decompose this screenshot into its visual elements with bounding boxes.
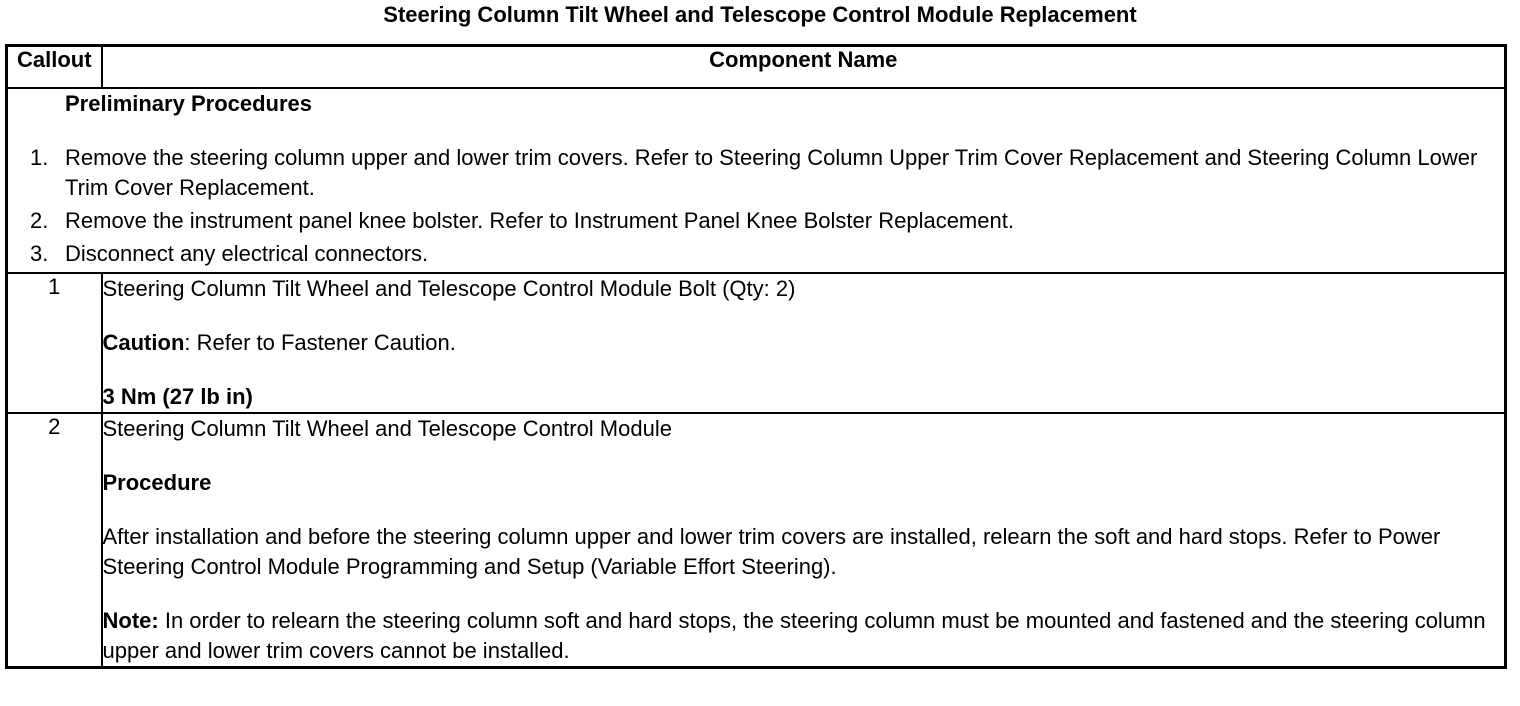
header-row [7, 46, 1506, 89]
step-number: 3. [30, 241, 49, 266]
procedure-heading: Procedure [102, 470, 212, 495]
component-name: Steering Column Tilt Wheel and Telescope Control Module [102, 416, 672, 441]
note-label: Note: [102, 608, 159, 633]
preliminary-step [8, 206, 1504, 236]
component-name: Steering Column Tilt Wheel and Telescope Control Module Bolt (Qty: 2) [102, 276, 796, 301]
step-number: 2. [30, 208, 49, 233]
callout-number: 2 [7, 413, 102, 668]
caution-line [103, 328, 1505, 358]
page-title: Steering Column Tilt Wheel and Telescope Control Module Replacement [383, 2, 1137, 27]
component-cell [102, 273, 1506, 413]
component-name-header: Component Name [102, 46, 1506, 89]
step-text: Remove the steering column upper and lower trim covers. Refer to Steering Column Upper Trim Cover Replacement and Steering Column Lower Trim Cover Replacement. [65, 145, 1478, 200]
component-table [5, 44, 1507, 669]
preliminary-heading: Preliminary Procedures [65, 91, 313, 116]
procedure-text: After installation and before the steering column upper and lower trim covers are installed, relearn the soft and hard stops. Refer to Power Steering Control Module Programming and Setup (Variable Effort Steering). [102, 524, 1441, 579]
caution-text: : Refer to Fastener Caution. [184, 330, 456, 355]
preliminary-cell [7, 88, 1506, 273]
step-text: Remove the instrument panel knee bolster. Refer to Instrument Panel Knee Bolster Replacement. [65, 208, 1014, 233]
torque-spec: 3 Nm (27 lb in) [102, 384, 253, 409]
table-row [7, 273, 1506, 413]
step-text: Disconnect any electrical connectors. [65, 241, 429, 266]
callout-number: 1 [7, 273, 102, 413]
table-row [7, 413, 1506, 668]
caution-label: Caution [102, 330, 185, 355]
note-line [103, 606, 1505, 666]
preliminary-step [8, 143, 1504, 203]
preliminary-steps [8, 143, 1504, 269]
note-text: In order to relearn the steering column soft and hard stops, the steering column must be mounted and fastened and the steering column upper and lower trim covers cannot be installed. [102, 608, 1486, 663]
preliminary-row [7, 88, 1506, 273]
component-cell [102, 413, 1506, 668]
callout-header: Callout [7, 46, 102, 89]
preliminary-step [8, 239, 1504, 269]
step-number: 1. [30, 145, 49, 170]
